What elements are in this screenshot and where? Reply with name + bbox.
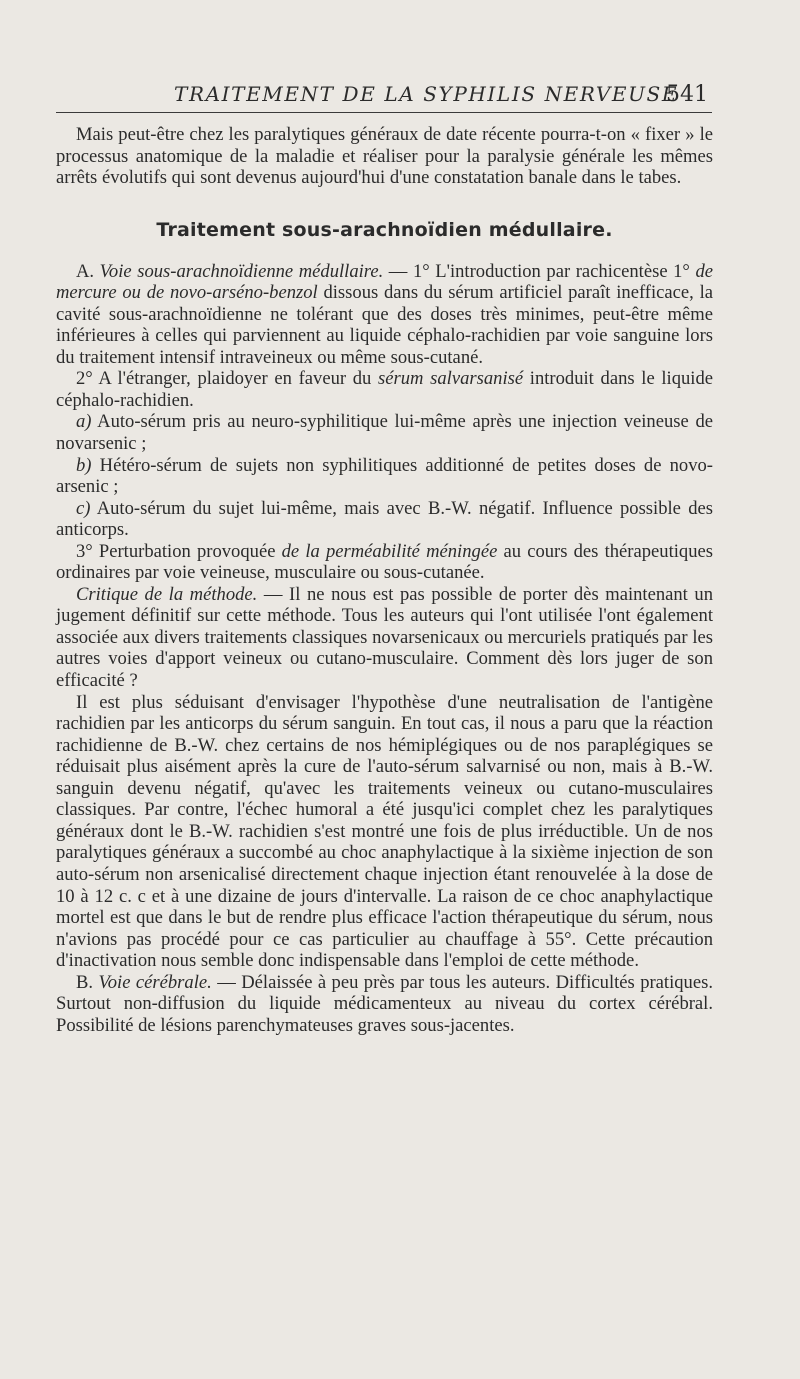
running-title: TRAITEMENT DE LA SYPHILIS NERVEUSE [174,82,679,106]
section-letter-b: B. [76,971,99,993]
page-header [56,80,712,114]
subsection-title-cerebrale: Voie cérébrale. [98,971,212,993]
subsection-title-medullaire: Voie sous-arachnoïdienne médullaire. [99,260,384,282]
emphasis-mercure: de mercure ou de novo-arséno-benzol [56,260,713,304]
paragraph-neutralisation: Il est plus séduisant d'envisager l'hypothèse d'une neutralisation de l'antigène rachidien par les anticorps du sérum sanguin. En tout cas, il nous a paru que la réaction rachidienne de B.-W. chez certains de nos hémiplégiques ou de nos paraplégiques se réduisait plus aisément après la cure de l'auto-sérum salvarnisé ou non, mais à B.-W. sanguin devenu négatif, qu'avec les traitements veineux ou cutano-musculaires classiques. Par contre, l'échec humoral a été jusqu'ici complet chez les paralytiques généraux dont le B.-W. rachidien s'est montré une fois de plus irréductible. Un de nos paralytiques généraux a succombé au choc anaphylactique à la sixième injection de son auto-sérum non arsenicalisé directement chaque injection étant renouvelée à la dose de 10 à 12 c. c et à une dizaine de jours d'intervalle. La raison de ce choc anaphylactique mortel est que dans le but de rendre plus efficace l'action thérapeutique du sérum, nous n'avions pas procédé pour ce cas particulier au chauffage à 55°. Cette précaution d'inactivation nous semble donc indispensable dans l'emploi de cette méthode. [56,691,713,972]
paragraph-critique: Critique de la méthode. — Il ne nous est pas possible de porter dès maintenant un jugement définitif sur cette méthode. Tous les auteurs qui l'ont utilisée l'ont également associée aux divers traitements classiques novarsenicaux ou mercuriels pratiqués par les autres voies d'apport veineux ou cutano-musculaire. Comment dès lors juger de son efficacité ? [56,583,713,692]
emphasis-serum: sérum salvarsanisé [378,368,524,390]
paragraph-voie-medullaire: A. Voie sous-arachnoïdienne médullaire. — 1° L'introduction par rachicentèse 1° de mercure ou de novo-arséno-benzol dissous dans du sérum artificiel paraît inefficace, la cavité sous-arachnoïdienne ne tolérant que des doses très minimes, peut-être même inférieures à celles qui parviennent au liquide céphalo-rachidien par voie sanguine lors du traitement intensif intraveineux ou même sous-cutané. [56,260,713,368]
page-number: 541 [666,82,708,107]
section-heading: Traitement sous-arachnoïdien médullaire. [156,218,613,241]
paragraph-voie-cerebrale: B. Voie cérébrale. — Délaissée à peu près par tous les auteurs. Difficultés pratiques. Surtout non-diffusion du liquide médicamenteux au niveau du cortex cérébral. Possibilité de lésions parenchymateuses graves sous-jacentes. [56,971,713,1036]
subsection-title-critique: Critique de la méthode. [76,583,258,605]
list-item-a: a) Auto-sérum pris au neuro-syphilitique lui-même après une injection veineuse de novarsenic ; [56,411,713,455]
section-letter-a: A. [76,260,100,282]
header-rule [56,112,712,113]
paragraph-perturbation: 3° Perturbation provoquée de la perméabilité méningée au cours des thérapeutiques ordinaires par voie veineuse, musculaire ou sous-cutanée. [56,540,713,584]
body-text [56,124,713,1036]
list-item-b: b) Hétéro-sérum de sujets non syphilitiques additionné de petites doses de novo-arsenic ; [56,454,713,498]
emphasis-permeabilite: de la perméabilité méningée [281,540,498,562]
list-item-c: c) Auto-sérum du sujet lui-même, mais avec B.-W. négatif. Influence possible des anticorps. [56,497,713,541]
paragraph-serum-salvarsanise: 2° A l'étranger, plaidoyer en faveur du sérum salvarsanisé introduit dans le liquide céphalo-rachidien. [56,368,714,411]
intro-paragraph: Mais peut-être chez les paralytiques généraux de date récente pourra-t-on « fixer » le processus anatomique de la maladie et réaliser pour la paralysie générale les mêmes arrêts évolutifs qui sont devenus aujourd'hui d'une constatation banale dans le tabes. [56,124,713,189]
